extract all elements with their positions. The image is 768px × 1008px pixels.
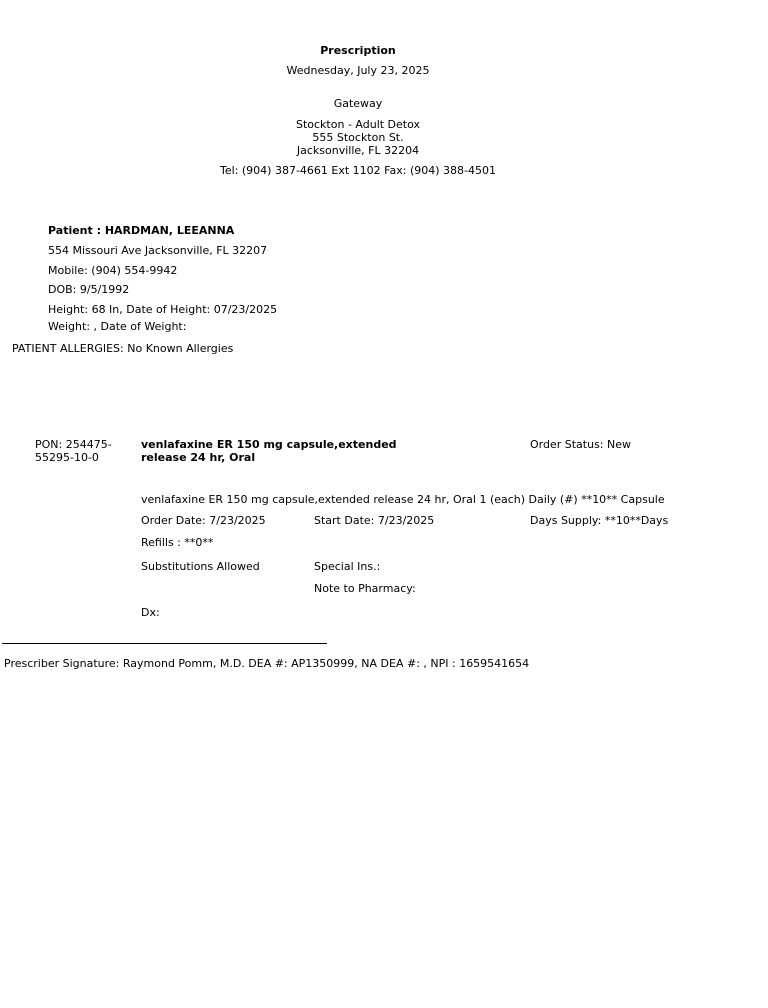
organization-name: Gateway bbox=[333, 97, 383, 110]
substitutions: Substitutions Allowed bbox=[141, 560, 260, 573]
days-supply: Days Supply: **10**Days bbox=[530, 514, 669, 527]
drug-name-line-2: release 24 hr, Oral bbox=[141, 451, 256, 464]
note-to-pharmacy: Note to Pharmacy: bbox=[314, 582, 416, 595]
special-instructions: Special Ins.: bbox=[314, 560, 381, 573]
patient-address: 554 Missouri Ave Jacksonville, FL 32207 bbox=[48, 244, 268, 257]
patient-mobile: Mobile: (904) 554-9942 bbox=[48, 264, 178, 277]
order-status: Order Status: New bbox=[530, 438, 632, 451]
document-title: Prescription bbox=[320, 44, 396, 57]
diagnosis: Dx: bbox=[141, 606, 160, 619]
pon-line-2: 55295-10-0 bbox=[35, 451, 99, 464]
patient-height: Height: 68 In, Date of Height: 07/23/2025 bbox=[48, 303, 278, 316]
patient-dob: DOB: 9/5/1992 bbox=[48, 283, 130, 296]
sig-instructions: venlafaxine ER 150 mg capsule,extended release 24 hr, Oral 1 (each) Daily (#) **10** Capsule bbox=[141, 493, 665, 506]
refills: Refills : **0** bbox=[141, 536, 214, 549]
facility-city: Jacksonville, FL 32204 bbox=[296, 144, 420, 157]
start-date: Start Date: 7/23/2025 bbox=[314, 514, 435, 527]
patient-allergies: PATIENT ALLERGIES: No Known Allergies bbox=[12, 342, 234, 355]
facility-phone: Tel: (904) 387-4661 Ext 1102 Fax: (904) 388-4501 bbox=[220, 164, 496, 177]
order-date: Order Date: 7/23/2025 bbox=[141, 514, 266, 527]
drug-name-line-1: venlafaxine ER 150 mg capsule,extended bbox=[141, 438, 397, 451]
document-date: Wednesday, July 23, 2025 bbox=[286, 64, 430, 77]
facility-street: 555 Stockton St. bbox=[312, 131, 404, 144]
patient-weight: Weight: , Date of Weight: bbox=[48, 320, 187, 333]
facility-name: Stockton - Adult Detox bbox=[295, 118, 421, 131]
patient-name: Patient : HARDMAN, LEEANNA bbox=[48, 224, 235, 237]
signature-line bbox=[2, 643, 327, 644]
prescriber-signature: Prescriber Signature: Raymond Pomm, M.D. DEA #: AP1350999, NA DEA #: , NPI : 1659541654 bbox=[4, 657, 530, 670]
pon-line-1: PON: 254475- bbox=[35, 438, 112, 451]
